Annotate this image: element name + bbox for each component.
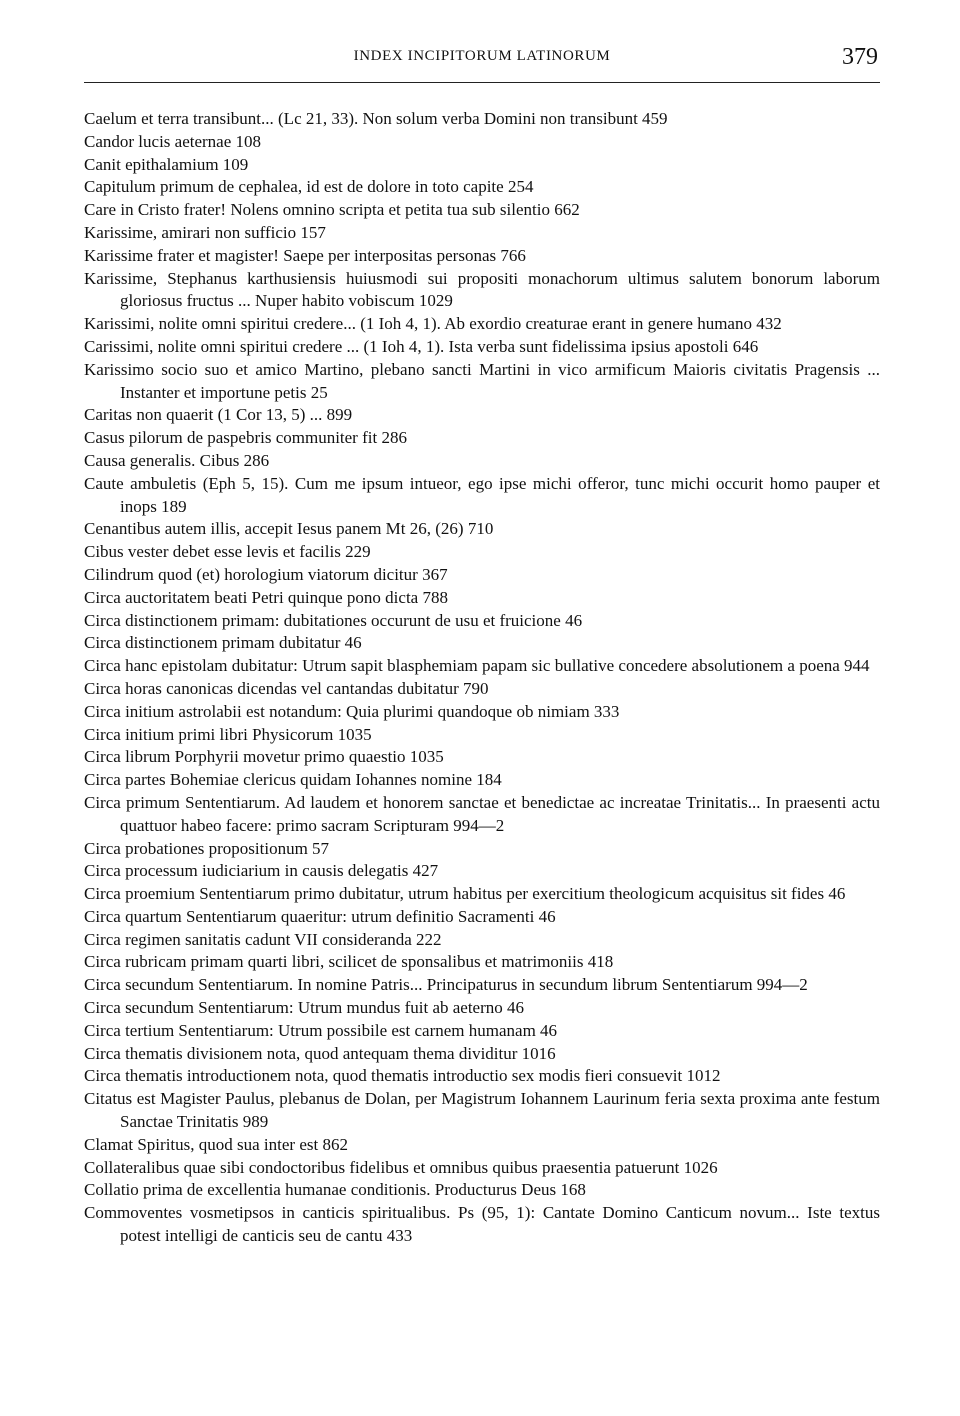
index-entry: Karissimo socio suo et amico Martino, plebano sancti Martini in vico armificum Maioris civitatis Pragensis ... Instanter et importune petis 25 [84,359,880,402]
index-entry: Circa auctoritatem beati Petri quinque pono dicta 788 [84,587,448,607]
index-entry: Cilindrum quod (et) horologium viatorum dicitur 367 [84,564,448,584]
index-entry: Caute ambuletis (Eph 5, 15). Cum me ipsum intueor, ego ipse michi offeror, tunc michi occurit homo pauper et inops 189 [84,473,880,516]
index-entry: Caelum et terra transibunt... (Lc 21, 33). Non solum verba Domini non transibunt 459 [84,109,668,128]
index-entry: Commoventes vosmetipsos in canticis spiritualibus. Ps (95, 1): Cantate Domino Canticum novum... Iste textus potest intelligi de canticis seu de cantu 433 [84,1203,880,1246]
index-entry: Circa processum iudiciarium in causis delegatis 427 [84,861,439,881]
index-entry: Capitulum primum de cephalea, id est de dolore in toto capite 254 [84,177,534,197]
index-entry: Circa distinctionem primam dubitatur 46 [84,633,362,653]
index-entry: Circa proemium Sententiarum primo dubitatur, utrum habitus per exercitium theologicum acquisitus sit fides 46 [84,884,846,904]
index-entry: Collateralibus quae sibi condoctoribus fidelibus et omnibus quibus praesentia patuerunt 1026 [84,1157,718,1177]
index-entry: Cenantibus autem illis, accepit Iesus panem Mt 26, (26) 710 [84,519,494,539]
index-entry: Circa horas canonicas dicendas vel cantandas dubitatur 790 [84,678,489,698]
index-entry: Circa quartum Sententiarum quaeritur: utrum definitio Sacramenti 46 [84,906,556,926]
index-entry: Circa thematis divisionem nota, quod antequam thema dividitur 1016 [84,1043,556,1063]
index-entry: Circa thematis introductionem nota, quod thematis introductio sex modis fieri consuevit 1012 [84,1066,721,1086]
index-entry: Circa secundum Sententiarum. In nomine Patris... Principaturus in secundum librum Sententiarum 994—2 [84,975,808,995]
index-entry: Circa secundum Sententiarum: Utrum mundus fuit ab aeterno 46 [84,998,525,1018]
index-entry: Candor lucis aeternae 108 [84,131,262,151]
index-entry: Carissimi, nolite omni spiritui credere ... (1 Ioh 4, 1). Ista verba sunt fidelissima ipsius apostoli 646 [84,336,759,356]
index-entry: Circa probationes propositionum 57 [84,838,330,858]
index-entry: Karissimi, nolite omni spiritui credere... (1 Ioh 4, 1). Ab exordio creaturae erant in genere humano 432 [84,314,782,334]
running-header [84,44,880,83]
index-entry: Circa primum Sententiarum. Ad laudem et honorem sanctae et benedictae ac increatae Trinitatis... In praesenti actu quattuor habeo facere: primo sacram Scripturam 994—2 [84,792,880,835]
index-entry: Circa regimen sanitatis cadunt VII consideranda 222 [84,929,442,949]
index-entry: Collatio prima de excellentia humanae conditionis. Producturus Deus 168 [84,1180,586,1200]
header-title: INDEX INCIPITORUM LATINORUM [353,48,611,64]
index-entry: Circa initium astrolabii est notandum: Quia plurimi quandoque ob nimiam 333 [84,701,620,721]
index-entry: Care in Cristo frater! Nolens omnino scripta et petita tua sub silentio 662 [84,200,580,220]
index-entry: Circa rubricam primam quarti libri, scilicet de sponsalibus et matrimoniis 418 [84,952,614,972]
index-entry: Cibus vester debet esse levis et facilis 229 [84,542,371,562]
index-entry: Karissime frater et magister! Saepe per interpositas personas 766 [84,245,526,265]
page-number: 379 [842,44,878,70]
index-entry: Causa generalis. Cibus 286 [84,450,270,470]
index-entry: Circa librum Porphyrii movetur primo quaestio 1035 [84,747,444,767]
index-entry: Circa initium primi libri Physicorum 1035 [84,724,372,744]
index-entry: Circa partes Bohemiae clericus quidam Iohannes nomine 184 [84,770,502,790]
index-entries-list [84,108,880,1248]
index-entry: Citatus est Magister Paulus, plebanus de Dolan, per Magistrum Iohannem Laurinum feria sexta proxima ante festum Sanctae Trinitatis 989 [84,1089,880,1132]
index-entry: Casus pilorum de paspebris communiter fit 286 [84,428,407,448]
index-entry: Karissime, amirari non sufficio 157 [84,222,326,242]
index-entry: Circa tertium Sententiarum: Utrum possibile est carnem humanam 46 [84,1020,558,1040]
index-entry: Canit epithalamium 109 [84,154,249,174]
index-entry: Circa hanc epistolam dubitatur: Utrum sapit blasphemiam papam sic bullative concedere absolutionem a poena 944 [84,656,870,676]
index-entry: Karissime, Stephanus karthusiensis huiusmodi sui propositi monachorum ultimus salutem bonorum laborum gloriosus fructus ... Nuper habito vobiscum 1029 [84,268,880,311]
index-entry: Caritas non quaerit (1 Cor 13, 5) ... 899 [84,405,353,425]
index-entry: Circa distinctionem primam: dubitationes occurunt de usu et fruicione 46 [84,610,583,630]
index-entry: Clamat Spiritus, quod sua inter est 862 [84,1134,348,1154]
